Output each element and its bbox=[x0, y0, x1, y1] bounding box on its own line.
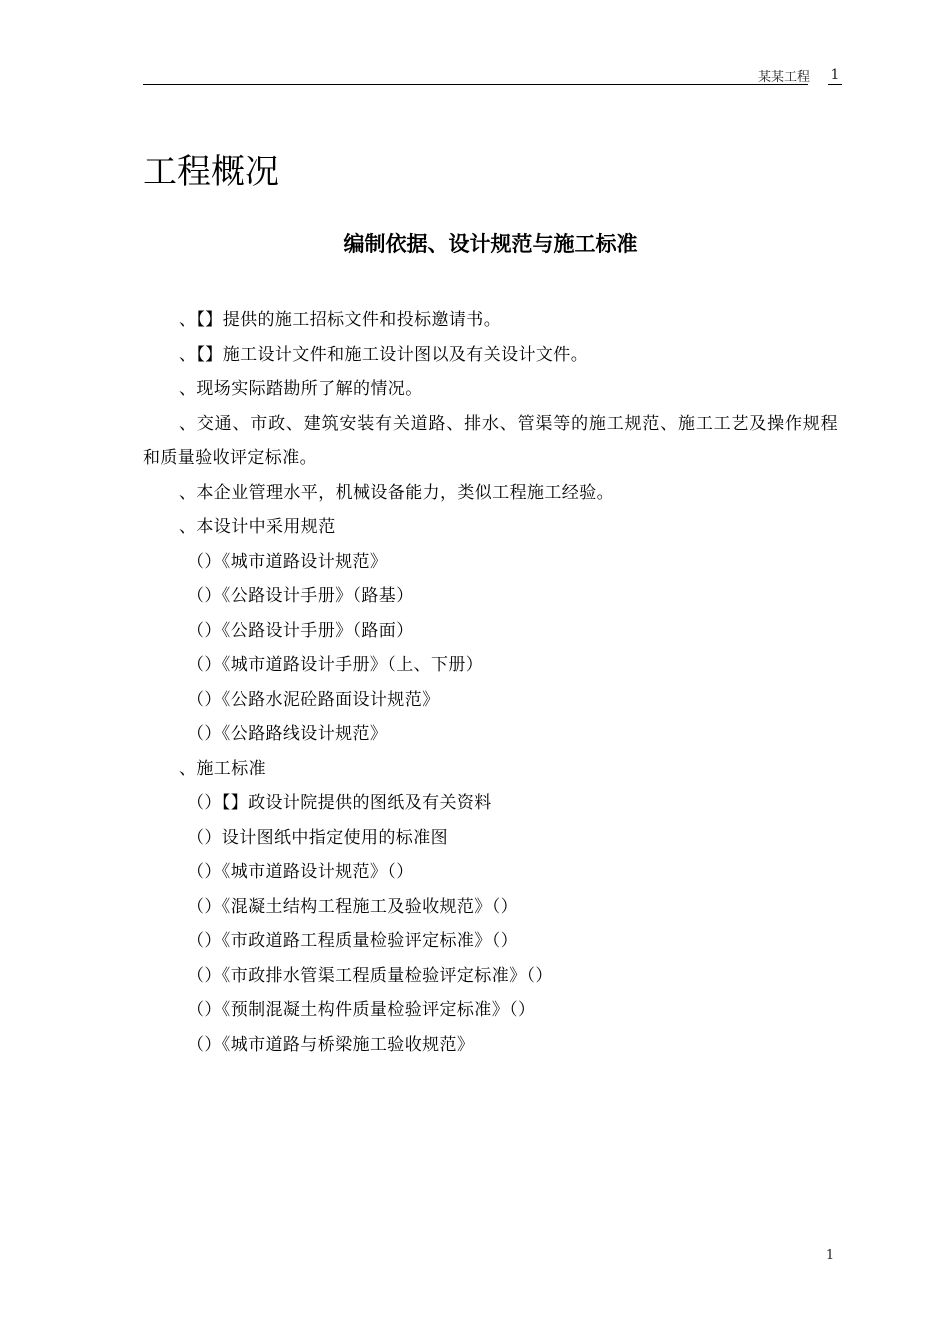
list-item: （）《城市道路与桥梁施工验收规范》 bbox=[187, 1034, 475, 1055]
list-item: （）《预制混凝土构件质量检验评定标准》（） bbox=[187, 1000, 536, 1020]
list-item: （）《公路设计手册》（路面） bbox=[187, 620, 414, 641]
footer-page-number: 1 bbox=[825, 1248, 835, 1263]
paragraph: 、本设计中采用规范 bbox=[179, 517, 336, 537]
paragraph: 、【】施工设计文件和施工设计图以及有关设计文件。 bbox=[179, 344, 589, 365]
paragraph: 、本企业管理水平，机械设备能力，类似工程施工经验。 bbox=[179, 482, 614, 503]
running-header-title: 某某工程 bbox=[757, 70, 810, 85]
document-body bbox=[143, 303, 838, 1062]
list-item: （）《公路水泥砼路面设计规范》 bbox=[187, 689, 440, 710]
section-heading: 编制依据、设计规范与施工标准 bbox=[343, 232, 638, 256]
header-divider bbox=[143, 84, 808, 85]
list-item: （）《公路设计手册》（路基） bbox=[187, 586, 414, 606]
paragraph: 、交通、市政、建筑安装有关道路、排水、管渠等的施工规范、施工工艺及操作规程和质量验收评定标准。 bbox=[143, 413, 838, 468]
paragraph: 、【】提供的施工招标文件和投标邀请书。 bbox=[179, 310, 502, 330]
list-item: （）【】政设计院提供的图纸及有关资料 bbox=[187, 793, 492, 813]
document-title: 工程概况 bbox=[143, 152, 279, 192]
list-item: （）《城市道路设计规范》 bbox=[187, 551, 388, 572]
paragraph: 、施工标准 bbox=[179, 758, 266, 779]
list-item: （）《市政道路工程质量检验评定标准》（） bbox=[187, 931, 518, 951]
list-item: （）《混凝土结构工程施工及验收规范》（） bbox=[187, 896, 518, 917]
paragraph: 、现场实际踏勘所了解的情况。 bbox=[179, 379, 423, 399]
list-item: （）《市政排水管渠工程质量检验评定标准》（） bbox=[187, 965, 553, 986]
list-item: （）设计图纸中指定使用的标准图 bbox=[187, 827, 448, 848]
list-item: （）《城市道路设计规范》（） bbox=[187, 862, 414, 882]
list-item: （）《城市道路设计手册》（上、下册） bbox=[187, 655, 484, 675]
list-item: （）《公路路线设计规范》 bbox=[187, 724, 388, 744]
running-header-page-number: 1 bbox=[828, 66, 842, 85]
